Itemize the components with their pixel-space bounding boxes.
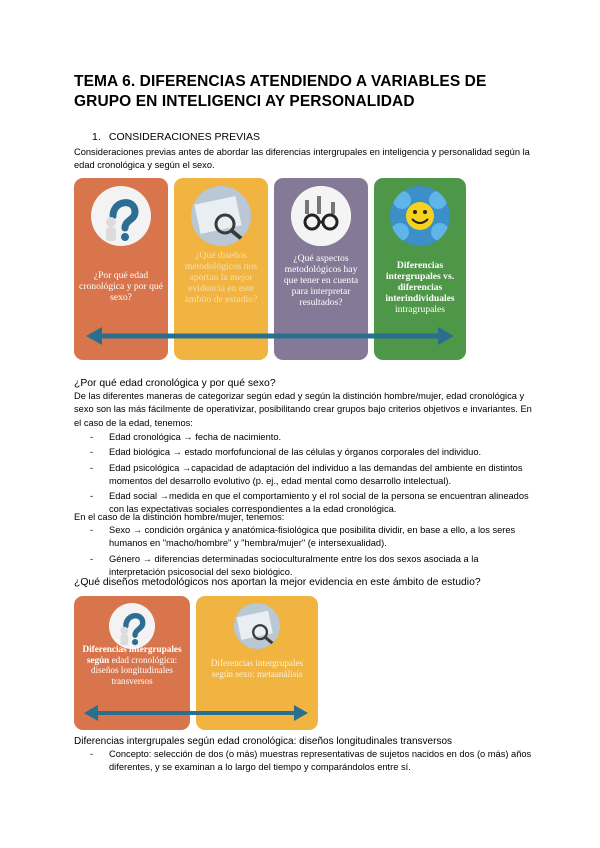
card-edad-cronologica-text — [78, 644, 186, 686]
smiley-faces-icon — [390, 186, 450, 246]
list-edad — [74, 431, 534, 517]
card-diferencias-bold: Diferencias intergrupales vs. diferencias — [385, 260, 455, 293]
question-disenos: ¿Qué diseños metodológicos nos aportan la mejor evidencia en este ámbito de estudio? — [74, 577, 481, 588]
diagram-disenos — [74, 596, 318, 730]
person-question-icon — [109, 603, 155, 649]
list-sexo — [74, 524, 534, 579]
paragraph-categorizar: De las diferentes maneras de categorizar según edad y según la distinción hombre/mujer, edad cronológica y sexo son las más fácilmente de operativizar, posibilitando crear grupos bajo criterios objetivos e invariantes. En el caso de la edad, tenemos: — [74, 391, 532, 428]
section-heading — [92, 131, 260, 143]
card-diferencias-bold2: interindividuales — [385, 293, 455, 304]
list-item: - Género → diferencias determinadas socioculturalmente entre los dos sexos asociada a la interpretación psicosocial del sexo biológico. — [74, 553, 534, 580]
double-arrow-icon — [84, 704, 308, 722]
card-aspectos-text: ¿Qué aspectos metodológicos hay que tener en cuenta para interpretar resultados? — [283, 253, 359, 308]
double-arrow-icon — [86, 326, 454, 346]
list-item: - Edad psicológica →capacidad de adaptación del individuo a las demandas del ambiente en distintos momentos del desarrollo evolutivo (p. ej., edad mental como desarrollo intelectual). — [74, 462, 534, 489]
page-title: TEMA 6. DIFERENCIAS ATENDIENDO A VARIABLES DE GRUPO EN INTELIGENCI AY PERSONALIDAD — [74, 73, 487, 110]
card-diferencias-text — [378, 260, 462, 315]
card-edad-sexo-text: ¿Por qué edad cronológica y por qué sexo? — [79, 270, 163, 303]
glasses-icon — [291, 186, 351, 246]
card-edad-cronologica-rest: edad cronológica: diseños longitudinales transversos — [91, 654, 178, 686]
section-title: CONSIDERACIONES PREVIAS — [108, 131, 261, 143]
heading-diferencias-edad: Diferencias intergrupales según edad cronológica: diseños longitudinales transversos — [74, 736, 453, 747]
card-disenos-text: ¿Qué diseños metodológicos nos aportan la mejor evidencia en este ámbito de estudio? — [184, 250, 258, 305]
intro-paragraph: Consideraciones previas antes de abordar las diferencias intergrupales en inteligencia y personalidad según la edad cronológica y según el sexo. — [74, 147, 530, 171]
magnifier-icon — [191, 186, 251, 246]
diagram-overview — [74, 178, 466, 360]
list-item: - Concepto: selección de dos (o más) muestras representativas de sujetos nacidos en dos (o más) años diferentes, y se examinan a lo largo del tiempo y comparándolos entre sí. — [74, 748, 534, 775]
list-item: - Sexo → condición orgánica y anatómica-fisiológica que posibilita dividir, en base a ello, a los seres humanos en "macho/hombre" y "hembra/mujer" (e intersexualidad). — [74, 524, 534, 551]
list-concepto — [74, 748, 534, 775]
section-number: 1. — [92, 131, 101, 143]
list-item: - Edad cronológica → fecha de nacimiento. — [74, 431, 534, 444]
person-question-icon — [91, 186, 151, 246]
question-edad-sexo: ¿Por qué edad cronológica y por qué sexo? — [74, 378, 276, 389]
card-sexo-metaanalisis-text: Diferencias intergrupales según sexo: metaanálisis — [210, 658, 304, 679]
list-item: - Edad social →medida en que el comportamiento y el rol social de la persona se encuentran alineados con las expectativas sociales correspondientes a la edad cronológica. — [74, 490, 534, 517]
list-item: - Edad biológica → estado morfofuncional de las células y órganos corporales del individuo. — [74, 446, 534, 459]
magnifier-icon — [234, 603, 280, 649]
paragraph-hombre-mujer: En el caso de la distinción hombre/mujer, tenemos: — [74, 512, 285, 522]
card-diferencias-rest: intragrupales — [394, 304, 446, 315]
card-edad-cronologica-bold: Diferencias intergrupales según — [82, 644, 182, 665]
